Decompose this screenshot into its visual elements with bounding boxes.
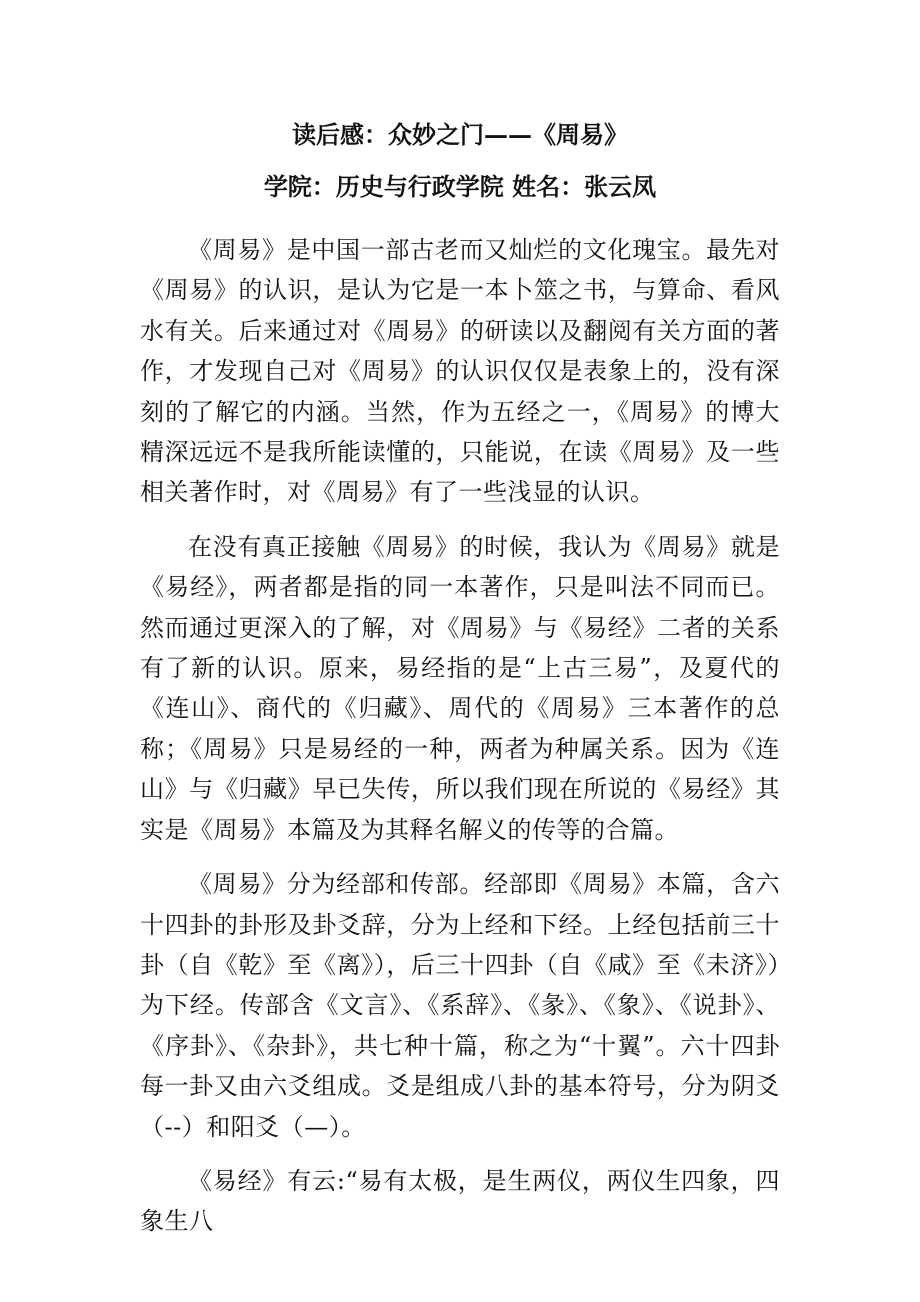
document-body	[140, 212, 780, 1242]
author-line: 学院：历史与行政学院 姓名：张云凤	[263, 172, 657, 201]
document-title: 读后感：众妙之门——《周易》	[292, 120, 628, 149]
paragraph-2: 在没有真正接触《周易》的时候，我认为《周易》就是《易经》，两者都是指的同一本著作，只是叫法不同而已。然而通过更深入的了解，对《周易》与《易经》二者的关系有了新的认识。原来，易经指的是“上古三易”，及夏代的《连山》、商代的《归藏》、周代的《周易》三本著作的总称；《周易》只是易经的一种，两者为种属关系。因为《连山》与《归藏》早已失传，所以我们现在所说的《易经》其实是《周易》本篇及为其释名解义的传等的合篇。	[140, 532, 780, 844]
paragraph-4: 《易经》有云:“易有太极，是生两仪，两仪生四象，四象生八	[140, 1166, 780, 1236]
paragraph-3: 《周易》分为经部和传部。经部即《周易》本篇，含六十四卦的卦形及卦爻辞，分为上经和下经。上经包括前三十卦（自《乾》至《离》），后三十四卦（自《咸》至《未济》）为下经。传部含《文言》、《系辞》、《彖》、《象》、《说卦》、《序卦》、《杂卦》，共七种十篇，称之为“十翼”。六十四卦每一卦又由六爻组成。爻是组成八卦的基本符号，分为阴爻（--）和阳爻（—）。	[140, 870, 780, 1141]
paragraph-1: 《周易》是中国一部古老而又灿烂的文化瑰宝。最先对《周易》的认识，是认为它是一本卜筮之书，与算命、看风水有关。后来通过对《周易》的研读以及翻阅有关方面的著作，才发现自己对《周易》的认识仅仅是表象上的，没有深刻的了解它的内涵。当然，作为五经之一，《周易》的博大精深远远不是我所能读懂的，只能说，在读《周易》及一些相关著作时，对《周易》有了一些浅显的认识。	[140, 236, 780, 507]
